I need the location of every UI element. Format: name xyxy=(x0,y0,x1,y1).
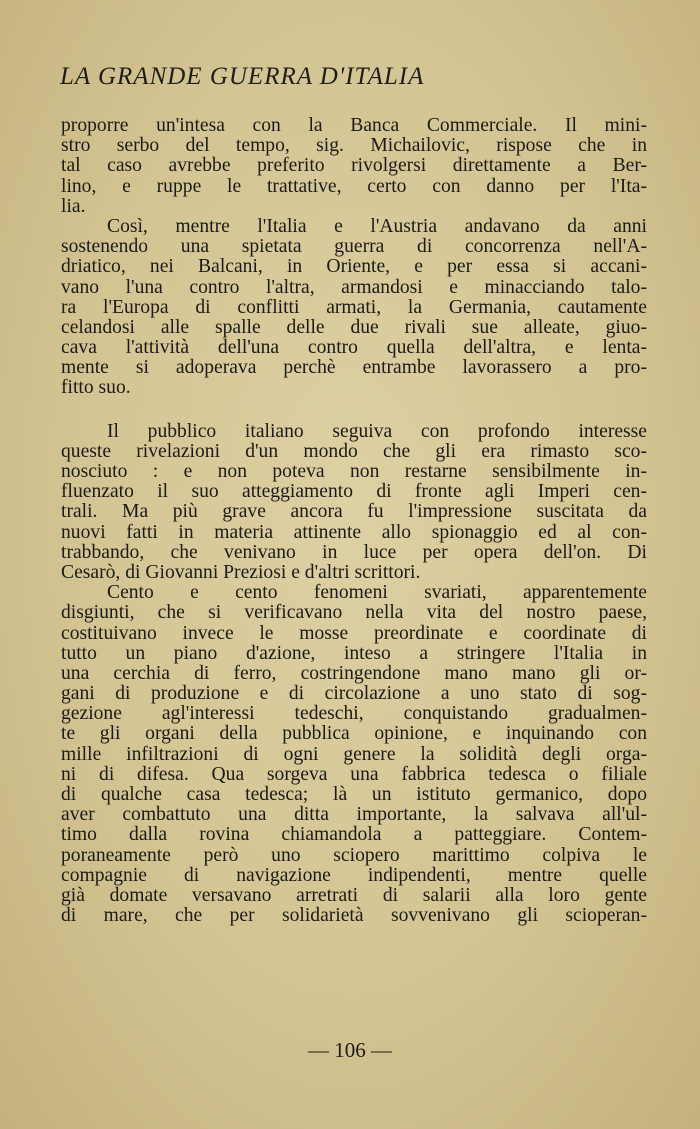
text-line: ni di difesa. Qua sorgeva una fabbrica tedesca o filiale xyxy=(61,763,647,785)
text-line: Cesarò, di Giovanni Preziosi e d'altri scrittori. xyxy=(61,561,421,583)
text-line: fluenzato il suo atteggiamento di fronte agli Imperi cen- xyxy=(61,481,647,503)
paragraph xyxy=(61,583,647,926)
text-line: trali. Ma più grave ancora fu l'impressione suscitata da xyxy=(61,501,647,523)
text-line: costituivano invece le mosse preordinate e coordinate di xyxy=(61,622,647,644)
text-line: di mare, che per solidarietà sovvenivano gli scioperan- xyxy=(61,905,647,927)
text-line: tutto un piano d'azione, inteso a stringere l'Italia in xyxy=(61,642,647,664)
text-line: una cerchia di ferro, costringendone mano mano gli or- xyxy=(61,662,647,684)
body-text xyxy=(61,116,647,926)
text-line: nuovi fatti in materia attinente allo spionaggio ed al con- xyxy=(61,521,647,543)
text-line: celandosi alle spalle delle due rivali sue alleate, giuo- xyxy=(61,316,647,338)
page-number: — 106 — xyxy=(308,1038,392,1062)
text-line: lino, e ruppe le trattative, certo con danno per l'Ita- xyxy=(61,175,647,197)
paragraph xyxy=(61,217,647,399)
text-line: Cento e cento fenomeni svariati, apparentemente xyxy=(107,582,647,604)
text-line: mente si adoperava perchè entrambe lavorassero a pro- xyxy=(61,357,647,379)
text-line: poraneamente però uno sciopero marittimo colpiva le xyxy=(61,844,647,866)
text-line: proporre un'intesa con la Banca Commerciale. Il mini- xyxy=(61,115,647,136)
paragraph xyxy=(61,116,647,217)
text-line: queste rivelazioni d'un mondo che gli era rimasto sco- xyxy=(61,440,647,462)
text-line: driatico, nei Balcani, in Oriente, e per essa si accani- xyxy=(61,256,647,278)
section-gap xyxy=(61,399,647,422)
text-line: te gli organi della pubblica opinione, e inquinando con xyxy=(61,723,647,745)
text-line: Il pubblico italiano seguiva con profondo interesse xyxy=(107,420,647,442)
text-line: sostenendo una spietata guerra di concorrenza nell'A- xyxy=(61,236,647,258)
text-line: cava l'attività dell'una contro quella dell'altra, e lenta- xyxy=(61,337,647,359)
text-line: mille infiltrazioni di ogni genere la solidità degli orga- xyxy=(61,743,647,765)
text-line: aver combattuto una ditta importante, la salvava all'ul- xyxy=(61,804,647,826)
text-line: compagnie di navigazione indipendenti, mentre quelle xyxy=(61,864,647,886)
text-line: stro serbo del tempo, sig. Michailovic, rispose che in xyxy=(61,135,647,157)
text-line: gani di produzione e di circolazione a uno stato di sog- xyxy=(61,683,647,705)
text-line: lia. xyxy=(61,195,86,217)
paragraph xyxy=(61,422,647,584)
running-header: LA GRANDE GUERRA D'ITALIA xyxy=(60,63,425,90)
text-line: di qualche casa tedesca; là un istituto germanico, dopo xyxy=(61,784,647,805)
text-line: vano l'una contro l'altra, armandosi e minacciando talo- xyxy=(61,276,647,298)
text-line: gezione agl'interessi tedeschi, conquistando gradualmen- xyxy=(61,703,647,725)
text-line: ra l'Europa di conflitti armati, la Germania, cautamente xyxy=(61,296,647,318)
text-line: già domate versavano arretrati di salarii alla loro gente xyxy=(61,884,647,906)
text-line: trabbando, che venivano in luce per opera dell'on. Di xyxy=(61,541,647,563)
text-line: tal caso avrebbe preferito rivolgersi direttamente a Ber- xyxy=(61,155,647,177)
text-line: Così, mentre l'Italia e l'Austria andavano da anni xyxy=(107,215,647,237)
text-line: disgiunti, che si verificavano nella vita del nostro paese, xyxy=(61,602,647,624)
text-line: nosciuto : e non poteva non restarne sensibilmente in- xyxy=(61,461,647,482)
text-line: timo dalla rovina chiamandola a patteggiare. Contem- xyxy=(61,824,647,846)
text-line: fitto suo. xyxy=(61,377,131,399)
